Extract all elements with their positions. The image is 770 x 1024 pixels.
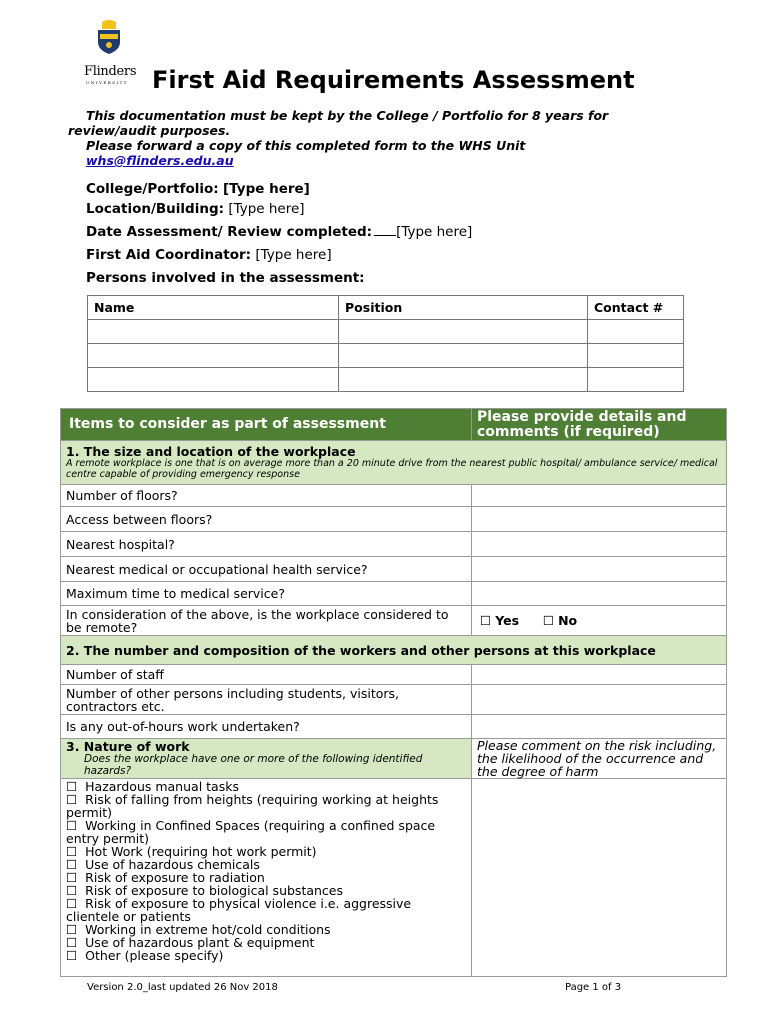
date-label: Date Assessment/ Review completed: <box>86 224 373 240</box>
date-blank-line <box>374 225 396 236</box>
persons-cell[interactable] <box>88 368 339 392</box>
hazard-comment-cell[interactable] <box>472 779 727 977</box>
answer-cell[interactable] <box>472 485 727 507</box>
crest-icon <box>96 20 122 54</box>
row-label: Number of floors? <box>61 485 472 507</box>
section-2-header <box>61 636 727 665</box>
section-1-note: A remote workplace is one that is on average more than a 20 minute drive from the nearest public hospital/ ambulance service/ medical centre capable of providing emergency response <box>66 458 718 480</box>
no-label: No <box>558 613 578 628</box>
section-3-title: 3. Nature of work <box>66 739 190 754</box>
section-2-title: 2. The number and composition of the workers and other persons at this workplace <box>66 642 656 658</box>
college-label: College/Portfolio: <box>86 181 219 197</box>
hazard-item[interactable]: ☐ Use of hazardous chemicals <box>66 857 260 872</box>
col1-header: Items to consider as part of assessment <box>61 409 472 441</box>
coordinator-label: First Aid Coordinator: <box>86 247 252 263</box>
intro-text <box>68 108 668 168</box>
intro-line-3: Please forward a copy of this completed form to the WHS Unit <box>86 138 526 153</box>
persons-table <box>87 295 684 392</box>
section-1-title: 1. The size and location of the workplace <box>66 444 356 459</box>
row-label: Nearest medical or occupational health service? <box>61 557 472 582</box>
answer-cell[interactable] <box>472 507 727 532</box>
persons-header-position: Position <box>339 296 588 320</box>
persons-cell[interactable] <box>88 344 339 368</box>
answer-cell[interactable] <box>472 582 727 606</box>
hazard-item[interactable]: ☐ Hazardous manual tasks <box>66 779 239 794</box>
answer-cell[interactable] <box>472 715 727 739</box>
table-row <box>61 507 727 532</box>
section-3-comment-hint: Please comment on the risk including, the likelihood of the occurrence and the degree of harm <box>472 739 727 779</box>
row-label: Access between floors? <box>61 507 472 532</box>
table-row <box>61 779 727 977</box>
section-1-header <box>61 441 727 485</box>
date-field[interactable]: [Type here] <box>396 224 473 240</box>
hazard-list <box>61 779 472 977</box>
page-title: First Aid Requirements Assessment <box>152 66 635 94</box>
hazard-item[interactable]: ☐ Use of hazardous plant & equipment <box>66 935 315 950</box>
persons-cell[interactable] <box>339 320 588 344</box>
row-label: Number of other persons including students, visitors, contractors etc. <box>61 685 472 715</box>
persons-cell[interactable] <box>339 368 588 392</box>
row-label: Number of staff <box>61 665 472 685</box>
email-link[interactable]: whs@flinders.edu.au <box>86 153 234 168</box>
table-row <box>61 582 727 606</box>
persons-cell[interactable] <box>588 320 684 344</box>
persons-cell[interactable] <box>339 344 588 368</box>
persons-cell[interactable] <box>588 344 684 368</box>
table-row <box>61 685 727 715</box>
assessment-table <box>60 408 727 977</box>
persons-header-name: Name <box>88 296 339 320</box>
persons-header-contact: Contact # <box>588 296 684 320</box>
logo-subtitle: UNIVERSITY <box>86 80 128 85</box>
answer-cell[interactable] <box>472 557 727 582</box>
persons-cell[interactable] <box>588 368 684 392</box>
answer-cell[interactable] <box>472 532 727 557</box>
hazard-item[interactable]: ☐ Working in extreme hot/cold conditions <box>66 922 331 937</box>
hazard-item[interactable]: ☐ Risk of falling from heights (requiring working at heights permit) <box>66 792 439 820</box>
table-row <box>61 715 727 739</box>
hazard-item[interactable]: ☐ Other (please specify) <box>66 948 224 963</box>
answer-cell[interactable] <box>472 665 727 685</box>
intro-line-1: This documentation must be kept by the College / Portfolio for 8 years for <box>86 108 609 123</box>
flinders-logo <box>84 20 144 90</box>
row-label: In consideration of the above, is the workplace considered to be remote? <box>61 606 472 636</box>
coordinator-field[interactable]: [Type here] <box>255 247 332 263</box>
location-field[interactable]: [Type here] <box>228 201 305 217</box>
section-3-note: Does the workplace have one or more of the following identified hazards? <box>84 753 423 777</box>
hazard-item[interactable]: ☐ Risk of exposure to physical violence i.e. aggressive clientele or patients <box>66 896 412 924</box>
persons-label: Persons involved in the assessment: <box>86 270 365 286</box>
remote-answer <box>472 606 727 636</box>
footer-version: Version 2.0_last updated 26 Nov 2018 <box>87 982 278 993</box>
table-row <box>61 485 727 507</box>
table-row <box>61 532 727 557</box>
section-3-header <box>61 739 472 779</box>
table-row <box>88 320 684 344</box>
hazard-item[interactable]: ☐ Hot Work (requiring hot work permit) <box>66 844 317 859</box>
hazard-item[interactable]: ☐ Risk of exposure to radiation <box>66 870 265 885</box>
col2-header: Please provide details and comments (if required) <box>472 409 727 441</box>
table-row <box>61 557 727 582</box>
hazard-item[interactable]: ☐ Working in Confined Spaces (requiring a confined space entry permit) <box>66 818 436 846</box>
table-row <box>88 368 684 392</box>
table-row <box>88 344 684 368</box>
table-row <box>61 606 727 636</box>
checkbox-icon[interactable]: ☐ <box>542 613 555 628</box>
footer-page-number: Page 1 of 3 <box>565 982 622 993</box>
intro-line-2: review/audit purposes. <box>68 123 231 138</box>
location-label: Location/Building: <box>86 201 225 217</box>
row-label: Maximum time to medical service? <box>61 582 472 606</box>
persons-cell[interactable] <box>88 320 339 344</box>
answer-cell[interactable] <box>472 685 727 715</box>
table-row <box>61 665 727 685</box>
checkbox-icon[interactable]: ☐ <box>480 613 492 628</box>
yes-label: Yes <box>495 613 520 628</box>
hazard-item[interactable]: ☐ Risk of exposure to biological substances <box>66 883 343 898</box>
row-label: Nearest hospital? <box>61 532 472 557</box>
college-field[interactable]: [Type here] <box>223 181 310 197</box>
logo-wordmark: Flinders <box>84 64 137 79</box>
row-label: Is any out-of-hours work undertaken? <box>61 715 472 739</box>
